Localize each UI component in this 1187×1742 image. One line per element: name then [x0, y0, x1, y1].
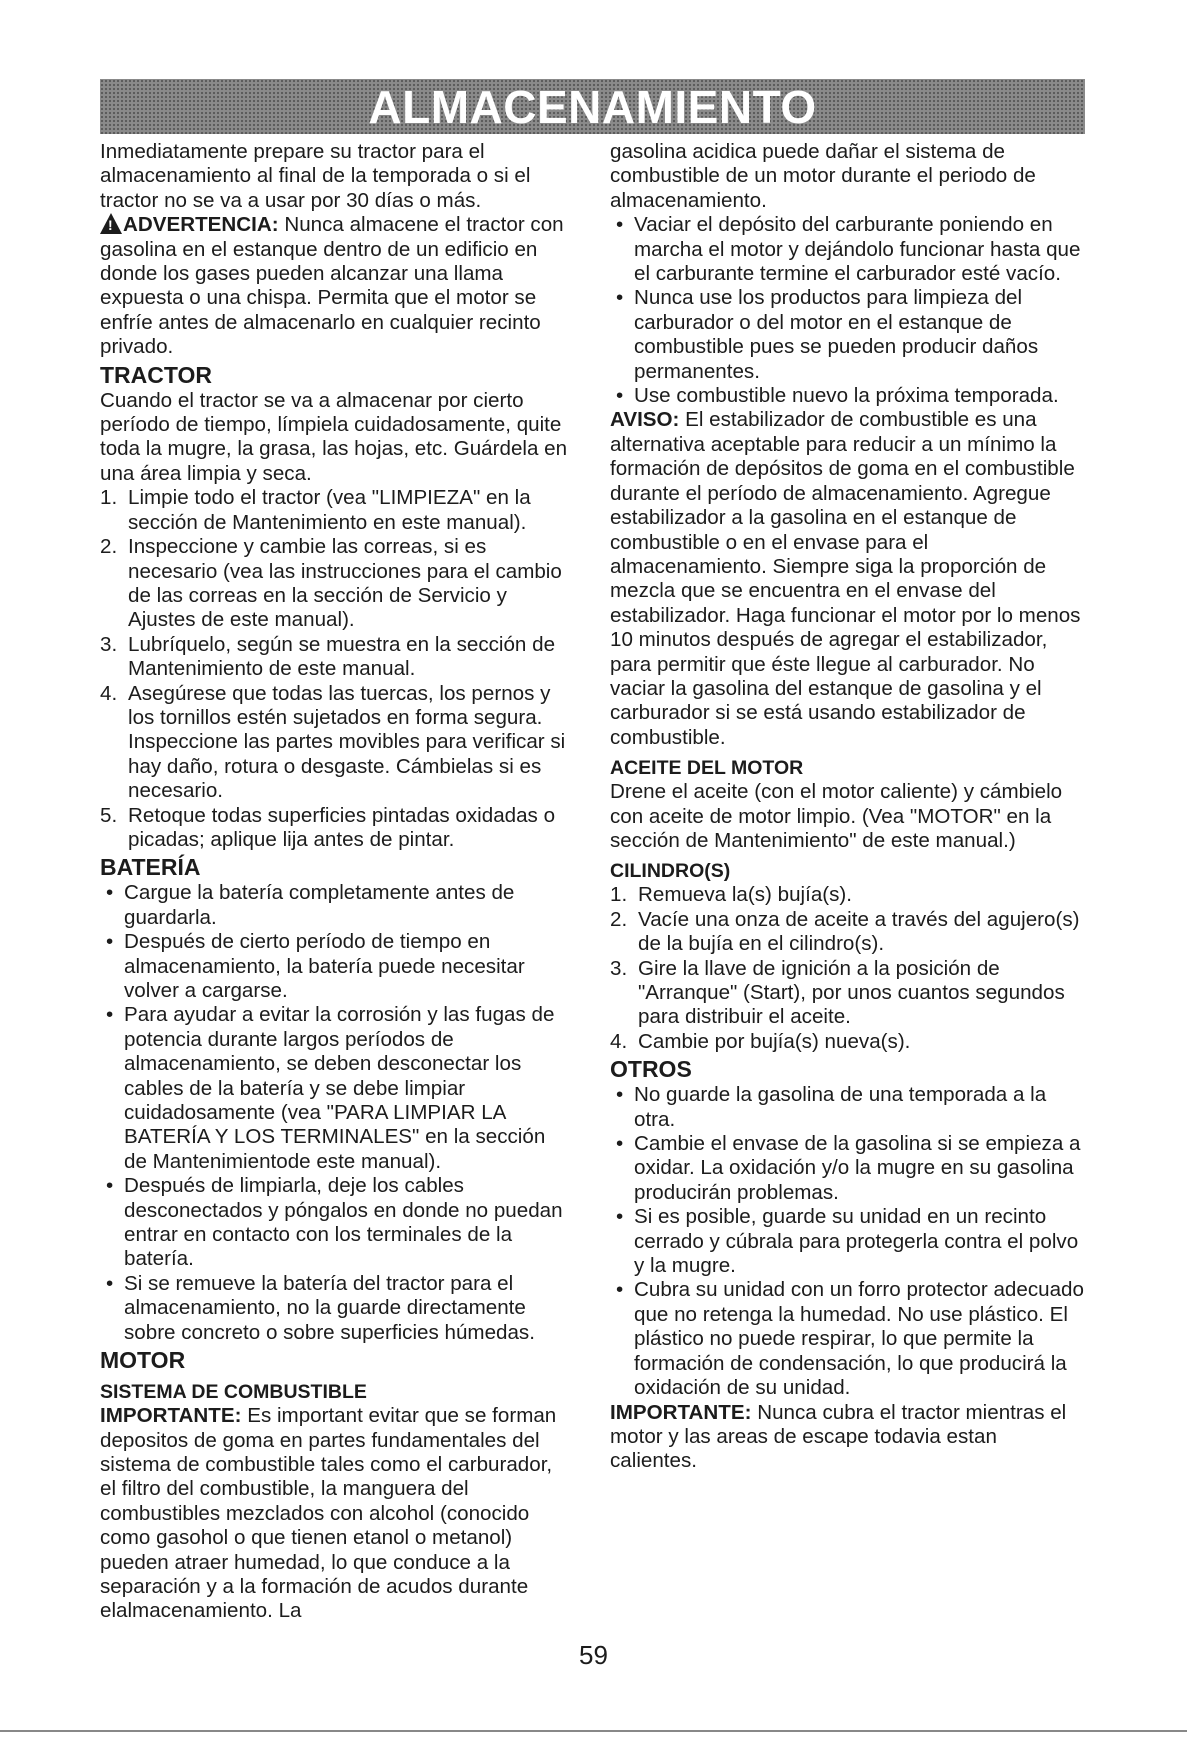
list-item [100, 486, 568, 535]
step-number: 4. [100, 681, 118, 705]
warning-text: Nunca almacene el tractor con gasolina en el estanque dentro de un edificio en donde los gases pueden alcanzar una llama expuesta o una chispa. Permita que el motor se enfríe antes de almacenarlo en cualquier recinto privado. [100, 213, 564, 359]
bottom-rule [0, 1730, 1187, 1732]
step-text: Limpie todo el tractor (vea "LIMPIEZA" en la sección de Mantenimiento en este manual). [128, 486, 531, 534]
step-text: Retoque todas superficies pintadas oxidadas o picadas; aplique lija antes de pintar. [128, 803, 556, 851]
list-item: • Vaciar el depósito del carburante poniendo en marcha el motor y dejándolo funcionar hasta que el carburante termine el carburador esté vacío. [610, 213, 1088, 286]
step-number: 1. [610, 883, 628, 907]
step-number: 4. [610, 1029, 628, 1053]
importante2-label: IMPORTANTE: [610, 1400, 752, 1424]
step-text: Gire la llave de ignición a la posición de "Arranque" (Start), por unos cuantos segundos para distribuir el aceite. [638, 956, 1065, 1029]
otros-list [610, 1083, 1088, 1400]
step-text: Remueva la(s) bujía(s). [638, 883, 853, 907]
step-text: Asegúrese que todas las tuercas, los pernos y los tornillos estén sujetados en forma segura. Inspeccione las partes movibles para verificar si hay daño, rotura o desgaste. Cámbielas si es necesario. [128, 681, 566, 803]
list-item: • Cargue la batería completamente antes de guardarla. [100, 881, 568, 930]
importante2-paragraph [610, 1401, 1088, 1474]
step-number: 5. [100, 803, 118, 827]
step-number: 2. [610, 907, 628, 931]
step-text: Lubríquelo, según se muestra en la sección de Mantenimiento de este manual. [128, 632, 556, 681]
title-banner [100, 79, 1085, 134]
otros-heading: OTROS [610, 1056, 692, 1083]
step-number: 1. [100, 486, 118, 510]
fuel-list [610, 213, 1088, 408]
tractor-paragraph: Cuando el tractor se va a almacenar por cierto período de tiempo, límpiela cuidadosamente, quite toda la mugre, la grasa, las hojas, etc. Guárdela en una área limpia y seca. [100, 388, 568, 485]
list-item [610, 908, 1088, 957]
cilindros-heading: CILINDRO(S) [610, 860, 731, 883]
list-item [100, 535, 568, 633]
list-item: • Si se remueve la batería del tractor para el almacenamiento, no la guarde directamente sobre concreto o sobre superficies húmedas. [100, 1272, 568, 1345]
step-number: 3. [100, 632, 118, 656]
importante-paragraph [100, 1404, 568, 1624]
right-column [610, 140, 1088, 1474]
bateria-heading: BATERÍA [100, 854, 201, 881]
warning-paragraph [100, 213, 568, 359]
step-text: Vacíe una onza de aceite a través del agujero(s) de la bujía en el cilindro(s). [638, 907, 1080, 956]
tractor-steps [100, 486, 568, 852]
list-item [610, 883, 1088, 907]
warning-label: ADVERTENCIA: [123, 213, 279, 237]
list-item: • Nunca use los productos para limpieza del carburador o del motor en el estanque de combustible pues se pueden producir daños permanentes. [610, 286, 1088, 384]
aceite-heading: ACEITE DEL MOTOR [610, 757, 804, 780]
step-number: 2. [100, 535, 118, 559]
importante-label: IMPORTANTE: [100, 1404, 242, 1428]
aviso-label: AVISO: [610, 408, 680, 432]
page-number: 59 [579, 1640, 608, 1670]
motor-heading: MOTOR [100, 1347, 186, 1374]
warning-triangle-icon [100, 213, 122, 234]
aviso-paragraph [610, 408, 1088, 750]
sistema-heading: SISTEMA DE COMBUSTIBLE [100, 1381, 367, 1404]
aviso-text: El estabilizador de combustible es una alternativa aceptable para reducir a un mínimo la formación de depósitos de goma en el combustible durante el período de almacenamiento. Agregue estabilizador a la gasolina en el estanque de combustible o en el envase para el almacenamiento. Siempre siga la proporción de mezcla que se encuentra en el envase del estabilizador. Haga funcionar el motor por lo menos 10 minutos después de agregar el estabilizador, para permitir que éste llegue al carburador. No vaciar la gasolina del estanque de gasolina y el carburador si se está usando estabilizador de combustible. [610, 408, 1081, 749]
importante2-text: Nunca cubra el tractor mientras el motor y las areas de escape todavia estan calientes. [610, 1400, 1067, 1473]
step-text: Inspeccione y cambie las correas, si es necesario (vea las instrucciones para el cambio de las correas en la sección de Servicio y Ajustes de este manual). [128, 535, 562, 632]
list-item: • Si es posible, guarde su unidad en un recinto cerrado y cúbrala para protegerla contra el polvo y la mugre. [610, 1205, 1088, 1278]
list-item [100, 682, 568, 804]
tractor-heading: TRACTOR [100, 361, 213, 388]
bateria-list [100, 881, 568, 1345]
aceite-paragraph: Drene el aceite (con el motor caliente) y cámbielo con aceite de motor limpio. (Vea "MOTOR" en la sección de Mantenimiento" de este manual.) [610, 780, 1063, 852]
step-number: 3. [610, 956, 628, 980]
list-item: • Para ayudar a evitar la corrosión y las fugas de potencia durante largos períodos de almacenamiento, se deben desconectar los cables de la batería y se debe limpiar cuidadosamente (vea "PARA LIMPIAR LA BATERÍA Y LOS TERMINALES" en la sección de Mantenimientode este manual). [100, 1003, 568, 1174]
left-column [100, 140, 568, 1624]
step-text: Cambie por bujía(s) nueva(s). [638, 1029, 911, 1053]
cilindros-steps [610, 883, 1088, 1054]
list-item [610, 957, 1088, 1030]
list-item: • Después de limpiarla, deje los cables desconectados y póngalos en donde no puedan entrar en contacto con los terminales de la batería. [100, 1174, 568, 1272]
intro-paragraph: Inmediatamente prepare su tractor para el almacenamiento al final de la temporada o si el tractor no se va a usar por 30 días o más. [100, 140, 531, 212]
list-item [100, 633, 568, 682]
list-item: • Después de cierto período de tiempo en almacenamiento, la batería puede necesitar volver a cargarse. [100, 930, 568, 1003]
list-item [100, 804, 568, 853]
importante-text: Es important evitar que se forman depositos de goma en partes fundamentales del sistema de combustible tales como el carburador, el filtro del combustible, la manguera del combustibles mezclados con alcohol (conocido como gasohol o que tienen etanol o metanol) pueden atraer humedad, lo que conduce a la separación y a la formación de acudos durante elalmacenamiento. La [100, 1404, 557, 1623]
list-item: • Use combustible nuevo la próxima temporada. [610, 384, 1088, 408]
list-item: • No guarde la gasolina de una temporada a la otra. [610, 1083, 1088, 1132]
list-item: • Cambie el envase de la gasolina si se empieza a oxidar. La oxidación y/o la mugre en su gasolina producirán problemas. [610, 1132, 1088, 1205]
continuation-paragraph: gasolina acidica puede dañar el sistema de combustible de un motor durante el periodo de almacenamiento. [610, 140, 1036, 212]
page-title: ALMACENAMIENTO [368, 80, 817, 133]
list-item [610, 1030, 1088, 1054]
list-item: • Cubra su unidad con un forro protector adecuado que no retenga la humedad. No use plástico. El plástico no puede respirar, lo que permite la formación de condensación, lo que producirá la oxidación de su unidad. [610, 1278, 1088, 1400]
